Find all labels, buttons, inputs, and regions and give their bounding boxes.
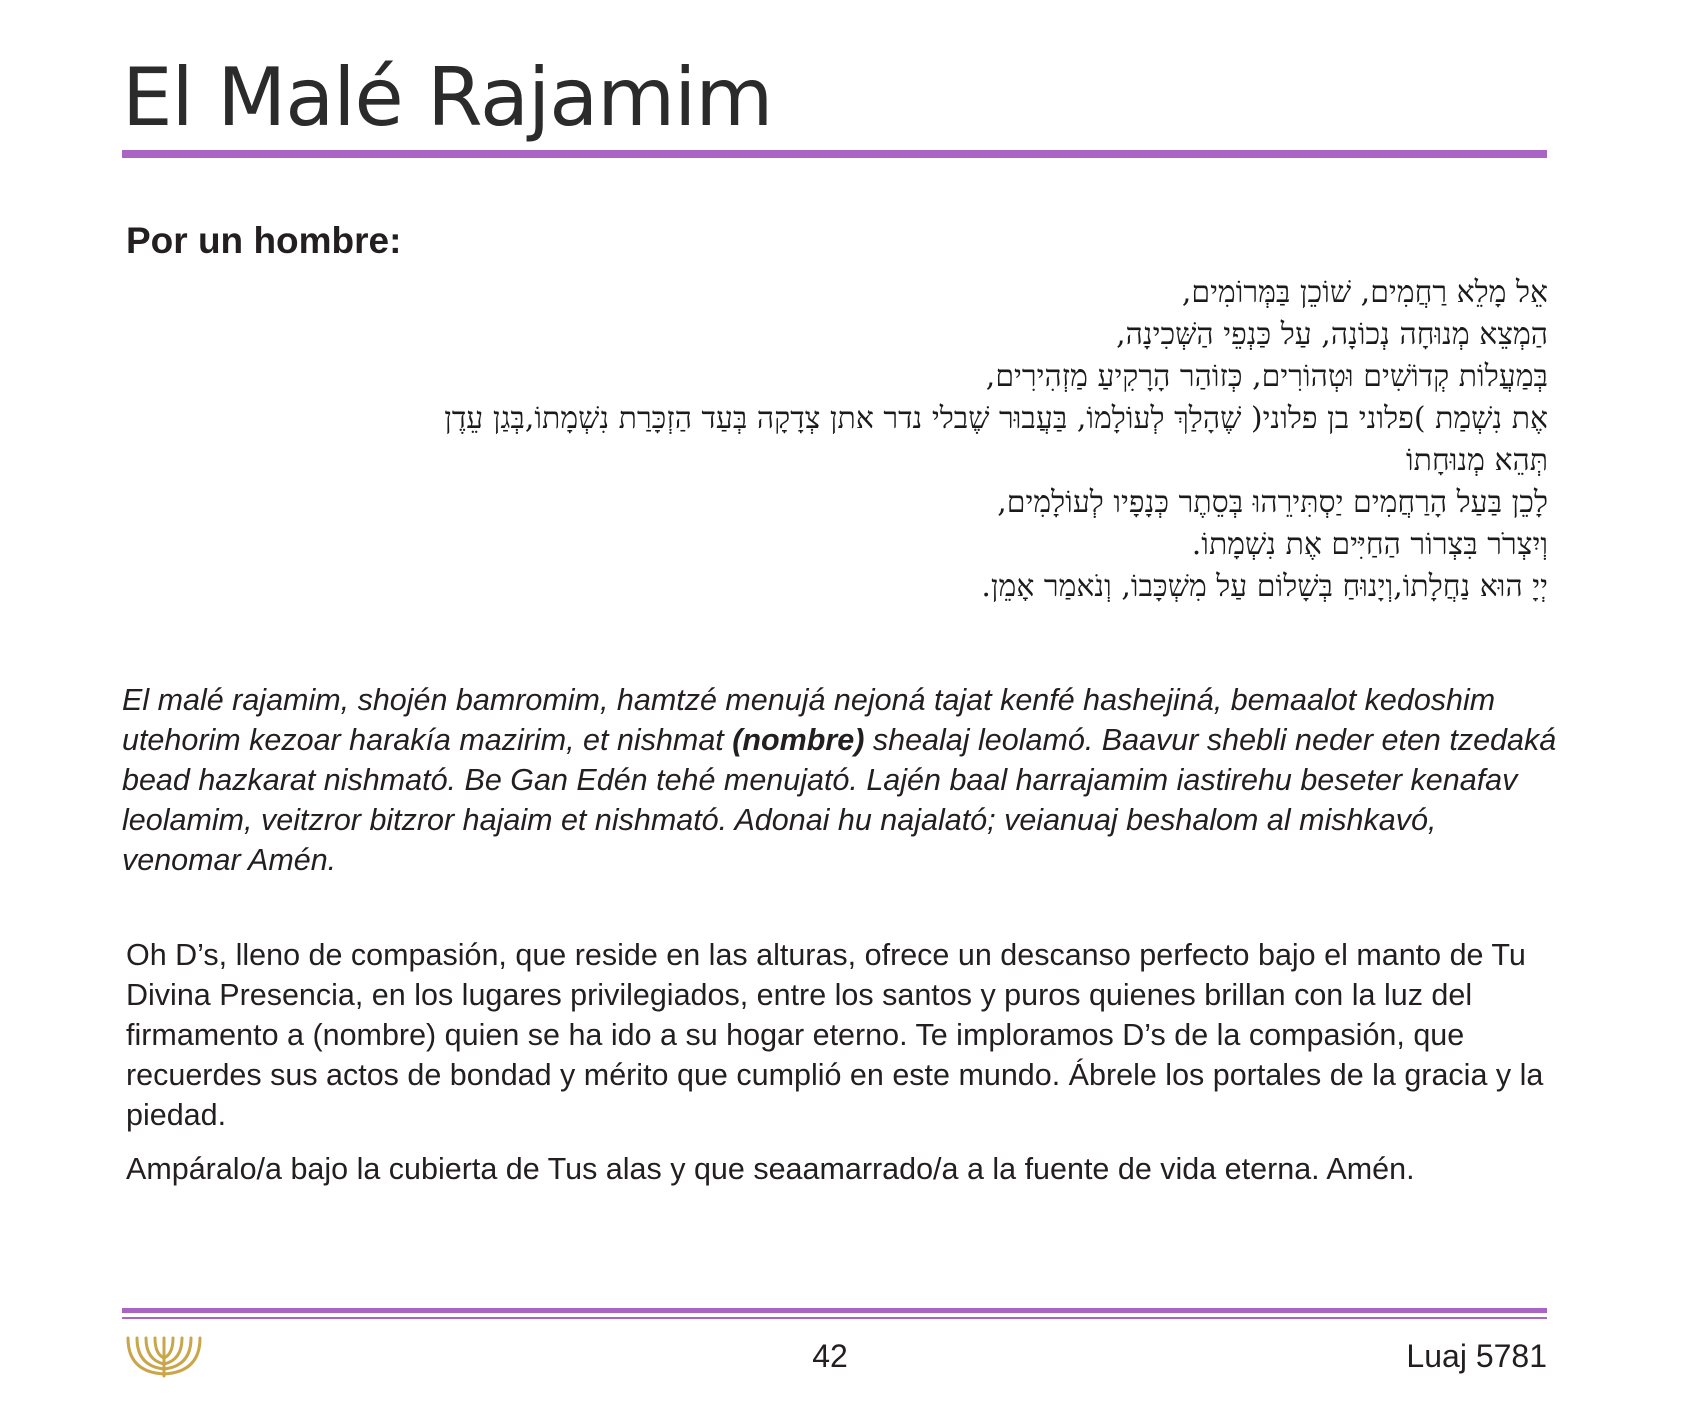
section-heading: Por un hombre: [126, 220, 402, 261]
transliteration-text: El malé rajamim, shojén bamromim, hamtzé menujá nejoná tajat kenfé hashejiná, bemaalot kedoshim utehorim kezoar harakía mazirim, et nishmat [122, 683, 1496, 757]
hebrew-prayer [130, 272, 1548, 608]
footer-rule-thin [122, 1317, 1547, 1319]
hebrew-line: אֵל מָלֵא רַחֲמִים, שׁוֹכֵן בַּמְּרוֹמִים, [1181, 275, 1548, 310]
spanish-translation [126, 935, 1586, 1189]
footer-rule [122, 1308, 1547, 1313]
hebrew-line: לָכֵן בַּעַל הָרַחֲמִים יַסְתִּירֵהוּ בְּסֵתֶר כְּנָפָיו לְעוֹלָמִים, [997, 485, 1548, 520]
hebrew-line: יְיָ הוּא נַחֲלָתוֹ,וְיָנוּחַ בְּשָׁלוֹם עַל מִשְׁכָּבוֹ, וְנֹאמַר אָמֵן. [981, 569, 1548, 604]
title-rule [122, 150, 1547, 158]
hebrew-line: תְּהֵא מְנוּחָתוֹ [1405, 443, 1548, 478]
transliteration-name-placeholder: (nombre) [732, 723, 865, 757]
menorah-logo-icon [124, 1332, 204, 1382]
footer-label: Luaj 5781 [1406, 1338, 1547, 1374]
hebrew-line: וְיִצְרֹר בִּצְרוֹר הַחַיִּים אֶת נִשְׁמָתוֹ. [1191, 527, 1548, 562]
page-title: El Malé Rajamim [122, 51, 773, 144]
hebrew-line: בְּמַעֲלוֹת קְדוֹשִׁים וּטְהוֹרִים, כְּזוֹהַר הָרָקִיעַ מַזְהִירִים, [985, 359, 1548, 394]
hebrew-line: אֶת נִשְׁמַת )פלוני בן פלוני( שֶׁהָלַךְ לְעוֹלָמוֹ, בַּעֲבוּר שֶׁבלי נדר אתן צְדָקָה בְּעַד הַזְכָּרַת נִשְׁמָתוֹ,בְּגַן עֵדֶן [444, 401, 1548, 436]
hebrew-line: הַמְצֵא מְנוּחָה נְכוֹנָה, עַל כַּנְפֵי הַשְּׁכִינָה, [1116, 317, 1548, 352]
translation-paragraph: Ampáralo/a bajo la cubierta de Tus alas y que seaamarrado/a a la fuente de vida eterna. Amén. [126, 1152, 1415, 1186]
transliteration-paragraph [122, 680, 1562, 880]
transliteration-text: shealaj leolamó. Baavur shebli neder eten tzedaká bead hazkarat nishmató. Be Gan Edén tehé menujató. Lajén baal harrajamim iastirehu beseter kenafav leolamim, veitzror bitzror hajaim et nishmató. Adonai hu najalató; veianuaj beshalom al mishkavó, venomar Amén. [122, 723, 1557, 877]
translation-paragraph: Oh D’s, lleno de compasión, que reside en las alturas, ofrece un descanso perfecto bajo el manto de Tu Divina Presencia, en los lugares privilegiados, entre los santos y puros quienes brillan con la luz del firmamento a (nombre) quien se ha ido a su hogar eterno. Te imploramos D’s de la compasión, que recuerdes sus actos de bondad y mérito que cumplió en este mundo. Ábrele los portales de la gracia y la piedad. [126, 938, 1544, 1132]
page-number: 42 [812, 1338, 848, 1374]
